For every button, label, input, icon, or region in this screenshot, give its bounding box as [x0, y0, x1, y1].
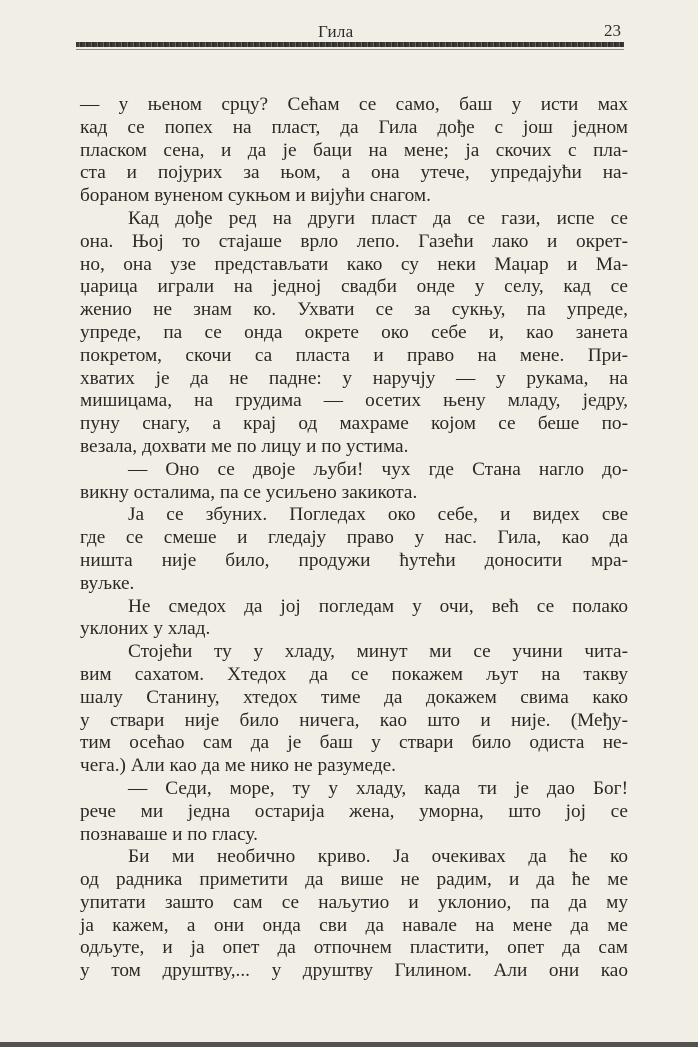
text-line: тим осећао сам да је баш у ствари било одиста не-	[80, 732, 628, 754]
header-rule	[76, 42, 624, 47]
text-line: кад се попех на пласт, да Гила дође с још једном	[80, 116, 628, 138]
text-line: женио не знам ко. Ухвати се за сукњу, па упреде,	[80, 299, 628, 321]
text-line: Би ми необично криво. Ја очекивах да ће ко	[128, 846, 628, 868]
text-line: џарица играли на једној свадби онде у селу, кад се	[80, 276, 628, 298]
text-line: у ствари није било ничега, као што и није. (Међу-	[80, 709, 628, 731]
text-line: шалу Станину, хтедох тиме да докажем свима како	[80, 686, 628, 708]
text-line: одљуте, и ја опет да отпочнем пластити, опет да сам	[80, 937, 628, 959]
text-line: упреде, па се онда окрете око себе и, као занета	[80, 321, 628, 343]
text-line: бораном вуненом сукњом и вијући снагом.	[80, 185, 431, 207]
text-line: упитати зашто сам се наљутио и уклонио, па да му	[80, 891, 628, 913]
text-line: — Оно се двоје љуби! чух где Стана нагло до-	[128, 458, 628, 480]
text-line: вим сахатом. Хтедох да се покажем љут на такву	[80, 663, 628, 685]
text-line: у том друштву,... у друштву Гилином. Али они као	[80, 960, 628, 982]
text-line: уклоних у хлад.	[80, 618, 211, 640]
body-text	[80, 94, 628, 983]
text-line: ништа није било, продужи ћутећи доносити мра-	[80, 549, 628, 571]
text-line: вуљке.	[80, 572, 135, 594]
text-line: рече ми једна остарија жена, уморна, што јој се	[80, 800, 628, 822]
text-line: где се смеше и гледају право у нас. Гила, као да	[80, 527, 628, 549]
header-rule-thin	[76, 49, 624, 50]
running-title: Гила	[318, 22, 354, 41]
text-line: пуну снагу, а крај од махраме којом се беше по-	[80, 413, 628, 435]
text-line: — у њеном срцу? Сећам се само, баш у исти мах	[80, 94, 628, 115]
text-line: од радника приметити да више не радим, и да ће ме	[80, 869, 628, 891]
text-line: чега.) Али као да ме нико не разумеде.	[80, 755, 397, 777]
text-line: пласком сена, и да је баци на мене; ја скочих с пла-	[80, 139, 628, 161]
text-line: покретом, скочи са пласта и право на мене. При-	[80, 344, 628, 366]
page-number: 23	[604, 21, 621, 40]
text-line: она. Њој то стајаше врло лепо. Газећи лако и окрет-	[80, 230, 628, 252]
text-line: но, она узе представљати како су неки Маџар и Ма-	[80, 253, 628, 275]
text-line: хватих је да не падне: у наручју — у рукама, на	[80, 367, 628, 389]
text-line: ја кажем, а они онда сви да навале на мене да ме	[80, 914, 628, 936]
text-line: ста и појурих за њом, а она утече, упредајући на-	[80, 162, 628, 184]
text-line: Не смедох да јој погледам у очи, већ се полако	[128, 595, 628, 617]
text-line: — Седи, море, ту у хладу, када ти је дао Бог!	[128, 777, 628, 799]
text-line: Кад дође ред на други пласт да се гази, испе се	[128, 207, 628, 229]
text-line: везала, дохвати ме по лицу и по устима.	[80, 435, 409, 457]
text-line: викну осталима, па се усиљено закикота.	[80, 481, 418, 503]
text-line: Ја се збуних. Погледах око себе, и видех све	[128, 504, 628, 526]
text-line: познаваше и по гласу.	[80, 823, 258, 845]
page-bottom-edge	[0, 1042, 698, 1047]
text-line: Стојећи ту у хладу, минут ми се учини чита-	[128, 641, 628, 663]
text-line: мишицама, на грудима — осетих њену младу, једру,	[80, 390, 628, 412]
